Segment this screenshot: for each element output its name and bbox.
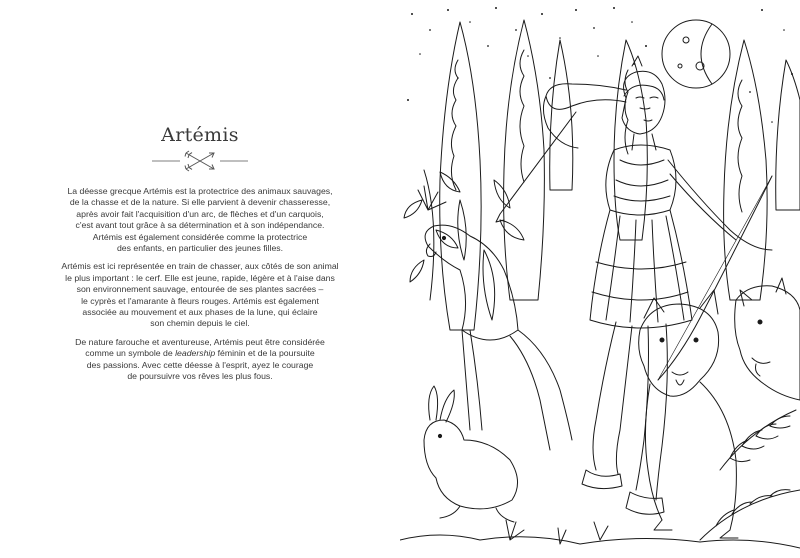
paragraph-1 — [40, 186, 360, 254]
text-line: de la chasse et de la nature. Si elle parvient à devenir chasseresse, — [69, 197, 331, 208]
artemis-figure — [496, 56, 772, 514]
text-line: c'est avant tout grâce à sa détermination et à son indépendance. — [75, 220, 325, 231]
body-text — [40, 186, 360, 390]
page-title: Artémis — [161, 124, 239, 146]
emphasis-leadership: leadership — [175, 348, 216, 359]
deer — [418, 186, 572, 450]
artemis-illustration — [400, 0, 800, 558]
text-line: Artémis est également considérée comme la protectrice — [92, 231, 308, 242]
text-line: des passions. Avec cette déesse à l'esprit, ayez le courage — [86, 359, 314, 370]
hare — [424, 386, 518, 522]
crossed-arrows-icon — [152, 150, 248, 172]
text-line: De nature farouche et aventureuse, Artémis peut être considérée — [75, 336, 325, 347]
amaranth-plant — [404, 170, 524, 320]
right-page — [400, 0, 800, 558]
text-line: après avoir fait l'acquisition d'un arc, de flèches et d'un carquois, — [76, 208, 324, 219]
text-line: Artémis est ici représentée en train de chasser, aux côtés de son animal — [61, 261, 339, 272]
paragraph-2 — [40, 261, 360, 329]
text-line: son environnement sauvage, entourée de ses plantes sacrées – — [76, 284, 324, 295]
text-line: associée au mouvement et aux phases de la lune, qui éclaire — [82, 307, 318, 318]
text-line: La déesse grecque Artémis est la protectrice des animaux sauvages, — [67, 186, 333, 196]
stars — [407, 7, 793, 123]
text-line: comme un symbole de leadership féminin et de la poursuite — [85, 348, 315, 359]
paragraph-3 — [40, 337, 360, 383]
text-line: des enfants, en particulier des jeunes filles. — [116, 243, 284, 254]
boar — [735, 278, 800, 400]
text-line: de poursuivre vos rêves les plus fous. — [127, 371, 273, 382]
moon-icon — [662, 20, 730, 88]
text-line: son chemin depuis le ciel. — [150, 318, 250, 329]
text-line: le cyprès et l'amarante à fleurs rouges. Artémis est également — [81, 295, 319, 306]
grass — [400, 520, 800, 548]
text-line: le plus important : le cerf. Elle est jeune, rapide, légère et à l'aise dans — [65, 272, 335, 283]
fern — [700, 410, 800, 540]
